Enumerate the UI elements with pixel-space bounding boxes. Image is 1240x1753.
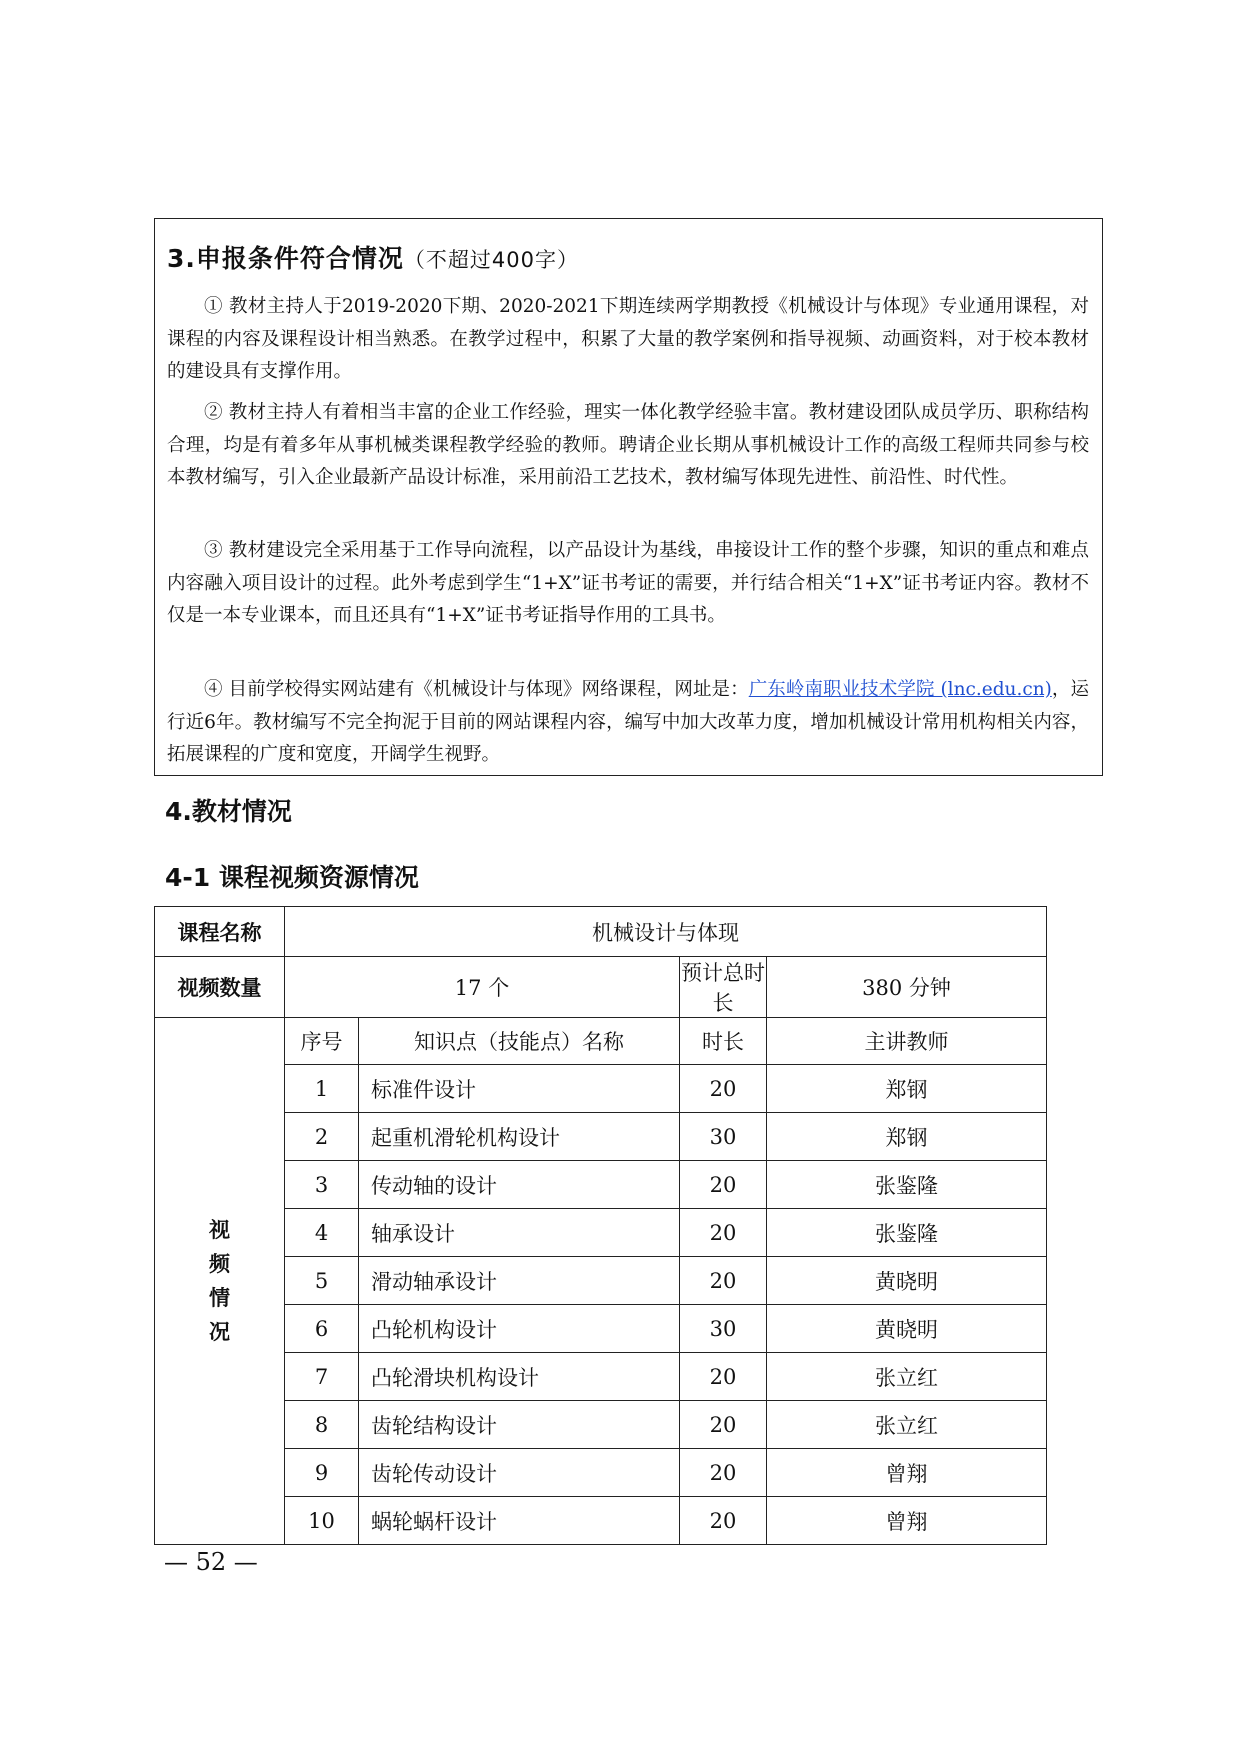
table-row	[155, 1065, 1047, 1113]
video-side-label	[155, 1018, 285, 1545]
video-count-label: 视频数量	[155, 957, 285, 1018]
row-duration: 20	[680, 1209, 767, 1257]
row-index: 2	[285, 1113, 359, 1161]
row-teacher: 黄晓明	[767, 1257, 1047, 1305]
row-teacher: 张立红	[767, 1353, 1047, 1401]
table-row	[155, 1497, 1047, 1545]
row-knowledge-point: 齿轮传动设计	[359, 1449, 680, 1497]
school-website-link[interactable]: 广东岭南职业技术学院 (lnc.edu.cn)	[748, 679, 1052, 700]
header-index: 序号	[285, 1018, 359, 1065]
header-knowledge-point: 知识点（技能点）名称	[359, 1018, 680, 1065]
row-duration: 20	[680, 1161, 767, 1209]
row-teacher: 郑钢	[767, 1113, 1047, 1161]
row-index: 1	[285, 1065, 359, 1113]
row-knowledge-point: 蜗轮蜗杆设计	[359, 1497, 680, 1545]
row-knowledge-point: 标准件设计	[359, 1065, 680, 1113]
row-index: 8	[285, 1401, 359, 1449]
row-teacher: 曾翔	[767, 1497, 1047, 1545]
row-teacher: 张立红	[767, 1401, 1047, 1449]
table-row	[155, 1401, 1047, 1449]
video-count-value: 17 个	[285, 957, 680, 1018]
header-duration: 时长	[680, 1018, 767, 1065]
condition-paragraph-1: ① 教材主持人于2019-2020下期、2020-2021下期连续两学期教授《机械设计与体现》专业通用课程，对课程的内容及课程设计相当熟悉。在教学过程中，积累了大量的教学案例和指导视频、动画资料，对于校本教材的建设具有支撑作用。	[167, 296, 1089, 382]
condition-paragraph-2: ② 教材主持人有着相当丰富的企业工作经验，理实一体化教学经验丰富。教材建设团队成员学历、职称结构合理，均是有着多年从事机械类课程教学经验的教师。聘请企业长期从事机械设计工作的高级工程师共同参与校本教材编写，引入企业最新产品设计标准，采用前沿工艺技术，教材编写体现先进性、前沿性、时代性。	[167, 402, 1089, 488]
row-teacher: 曾翔	[767, 1449, 1047, 1497]
row-index: 10	[285, 1497, 359, 1545]
page-number: — 52 —	[164, 1548, 258, 1576]
row-duration: 20	[680, 1401, 767, 1449]
row-teacher: 郑钢	[767, 1065, 1047, 1113]
total-duration-value: 380 分钟	[767, 957, 1047, 1018]
table-row	[155, 1113, 1047, 1161]
row-index: 9	[285, 1449, 359, 1497]
table-row	[155, 1257, 1047, 1305]
side-char-2: 频	[209, 1252, 230, 1276]
header-teacher: 主讲教师	[767, 1018, 1047, 1065]
course-name-value: 机械设计与体现	[285, 907, 1047, 957]
row-knowledge-point: 凸轮滑块机构设计	[359, 1353, 680, 1401]
row-duration: 20	[680, 1497, 767, 1545]
row-index: 3	[285, 1161, 359, 1209]
row-duration: 20	[680, 1257, 767, 1305]
row-teacher: 张鉴隆	[767, 1161, 1047, 1209]
course-name-label: 课程名称	[155, 907, 285, 957]
row-knowledge-point: 轴承设计	[359, 1209, 680, 1257]
section-3-title-note: （不超过400字）	[403, 248, 579, 272]
condition-paragraph-3: ③ 教材建设完全采用基于工作导向流程，以产品设计为基线，串接设计工作的整个步骤，知识的重点和难点内容融入项目设计的过程。此外考虑到学生“1+X”证书考证的需要，并行结合相关“1+X”证书考证内容。教材不仅是一本专业课本，而且还具有“1+X”证书考证指导作用的工具书。	[167, 540, 1089, 626]
section-3-title	[167, 239, 579, 275]
row-index: 4	[285, 1209, 359, 1257]
section-4-title: 4.教材情况	[165, 797, 292, 826]
video-resource-table	[154, 906, 1047, 1545]
row-knowledge-point: 齿轮结构设计	[359, 1401, 680, 1449]
section-3-title-text: 3.申报条件符合情况	[167, 244, 404, 273]
condition-paragraph-4	[167, 674, 1089, 772]
table-row	[155, 1161, 1047, 1209]
paragraph-4-text-pre: ④ 目前学校得实网站建有《机械设计与体现》网络课程，网址是：	[204, 679, 749, 700]
row-duration: 30	[680, 1305, 767, 1353]
row-knowledge-point: 传动轴的设计	[359, 1161, 680, 1209]
row-index: 6	[285, 1305, 359, 1353]
row-duration: 20	[680, 1353, 767, 1401]
table-row	[155, 1305, 1047, 1353]
total-duration-label: 预计总时长	[680, 957, 767, 1018]
row-index: 5	[285, 1257, 359, 1305]
row-teacher: 张鉴隆	[767, 1209, 1047, 1257]
section-4-1-title: 4-1 课程视频资源情况	[165, 863, 419, 892]
side-char-1: 视	[209, 1218, 230, 1242]
table-row	[155, 1353, 1047, 1401]
row-duration: 20	[680, 1449, 767, 1497]
row-teacher: 黄晓明	[767, 1305, 1047, 1353]
paragraph-4-text-post: ，运行近6年。教材编写不完全拘泥于目前的网站课程内容，编写中加大改革力度，增加机械设计常用机构相关内容，拓展课程的广度和宽度，开阔学生视野。	[167, 679, 1089, 765]
table-row	[155, 1449, 1047, 1497]
application-conditions-box	[154, 218, 1103, 776]
row-duration: 30	[680, 1113, 767, 1161]
table-row	[155, 1209, 1047, 1257]
row-index: 7	[285, 1353, 359, 1401]
row-duration: 20	[680, 1065, 767, 1113]
row-knowledge-point: 滑动轴承设计	[359, 1257, 680, 1305]
row-knowledge-point: 起重机滑轮机构设计	[359, 1113, 680, 1161]
side-char-4: 况	[209, 1320, 230, 1344]
row-knowledge-point: 凸轮机构设计	[359, 1305, 680, 1353]
side-char-3: 情	[209, 1286, 230, 1310]
